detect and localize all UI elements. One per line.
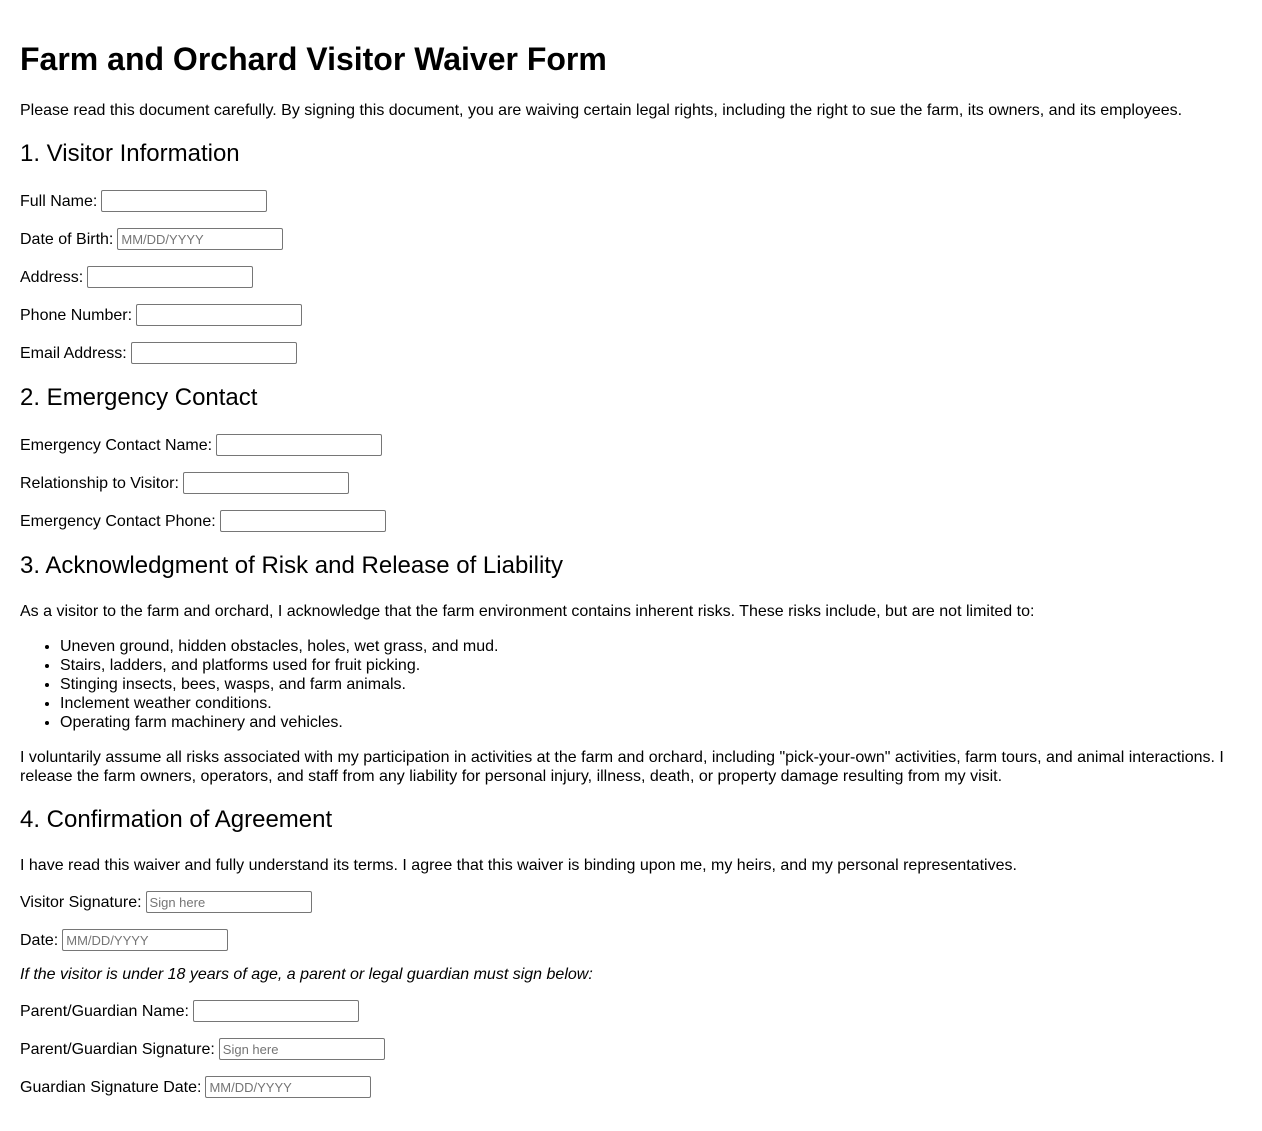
address-input[interactable] [87,266,253,288]
guardian-name-row [20,1000,1242,1022]
full-name-row [20,190,1242,212]
confirmation-text: I have read this waiver and fully understand its terms. I agree that this waiver is binding upon me, my heirs, and my personal representatives. [20,857,1017,874]
date-of-birth-row [20,228,1242,250]
date-row [20,929,1242,951]
section-confirmation [20,806,1242,1098]
emergency-contact-phone-row [20,510,1242,532]
section-heading: 4. Confirmation of Agreement [20,806,333,833]
section-heading: 1. Visitor Information [20,140,240,167]
guardian-name-label: Parent/Guardian Name: [20,1002,189,1020]
section-emergency-contact [20,384,1242,532]
date-label: Date: [20,931,59,949]
phone-number-input[interactable] [136,304,302,326]
section-risk-acknowledgment [20,552,1242,786]
intro-text: Please read this document carefully. By signing this document, you are waiving certain legal rights, including the right to sue the farm, its owners, and its employees. [20,102,1183,119]
relationship-input[interactable] [183,472,349,494]
email-address-input[interactable] [131,342,297,364]
full-name-input[interactable] [101,190,267,212]
page-title: Farm and Orchard Visitor Waiver Form [20,41,607,77]
address-row [20,266,1242,288]
list-item: • Operating farm machinery and vehicles. [60,713,1242,732]
address-label: Address: [20,268,84,286]
visitor-signature-label: Visitor Signature: [20,893,142,911]
date-of-birth-input[interactable] [117,228,283,250]
section-heading: 2. Emergency Contact [20,384,258,411]
date-of-birth-label: Date of Birth: [20,230,114,248]
emergency-contact-name-input[interactable] [216,434,382,456]
guardian-signature-date-input[interactable] [205,1076,371,1098]
phone-number-row [20,304,1242,326]
emergency-contact-name-row [20,434,1242,456]
section-heading: 3. Acknowledgment of Risk and Release of Liability [20,552,563,579]
list-item: • Uneven ground, hidden obstacles, holes, wet grass, and mud. [60,637,1242,656]
guardian-signature-label: Parent/Guardian Signature: [20,1040,215,1058]
email-address-label: Email Address: [20,344,127,362]
guardian-signature-date-label: Guardian Signature Date: [20,1078,202,1096]
relationship-row [20,472,1242,494]
risk-list [20,637,1242,732]
list-item: • Stinging insects, bees, wasps, and farm animals. [60,675,1242,694]
emergency-contact-phone-label: Emergency Contact Phone: [20,512,216,530]
release-text: I voluntarily assume all risks associated with my participation in activities at the farm and orchard, including "pick-your-own" activities, farm tours, and animal interactions. I release the farm owners, operators, and staff from any liability for personal injury, illness, death, or property damage resulting from my visit. [20,749,1224,785]
full-name-label: Full Name: [20,192,98,210]
list-item: • Inclement weather conditions. [60,694,1242,713]
guardian-signature-input[interactable] [219,1038,385,1060]
section-visitor-information [20,140,1242,364]
emergency-contact-phone-input[interactable] [220,510,386,532]
phone-number-label: Phone Number: [20,306,133,324]
list-item: • Stairs, ladders, and platforms used for fruit picking. [60,656,1242,675]
visitor-signature-row [20,891,1242,913]
date-input[interactable] [62,929,228,951]
guardian-signature-date-row [20,1076,1242,1098]
relationship-label: Relationship to Visitor: [20,474,179,492]
guardian-signature-row [20,1038,1242,1060]
visitor-signature-input[interactable] [146,891,312,913]
risk-intro-text: As a visitor to the farm and orchard, I acknowledge that the farm environment contains inherent risks. These risks include, but are not limited to: [20,603,1035,620]
email-address-row [20,342,1242,364]
emergency-contact-name-label: Emergency Contact Name: [20,436,213,454]
minor-note: If the visitor is under 18 years of age, a parent or legal guardian must sign below: [20,966,593,983]
guardian-name-input[interactable] [193,1000,359,1022]
